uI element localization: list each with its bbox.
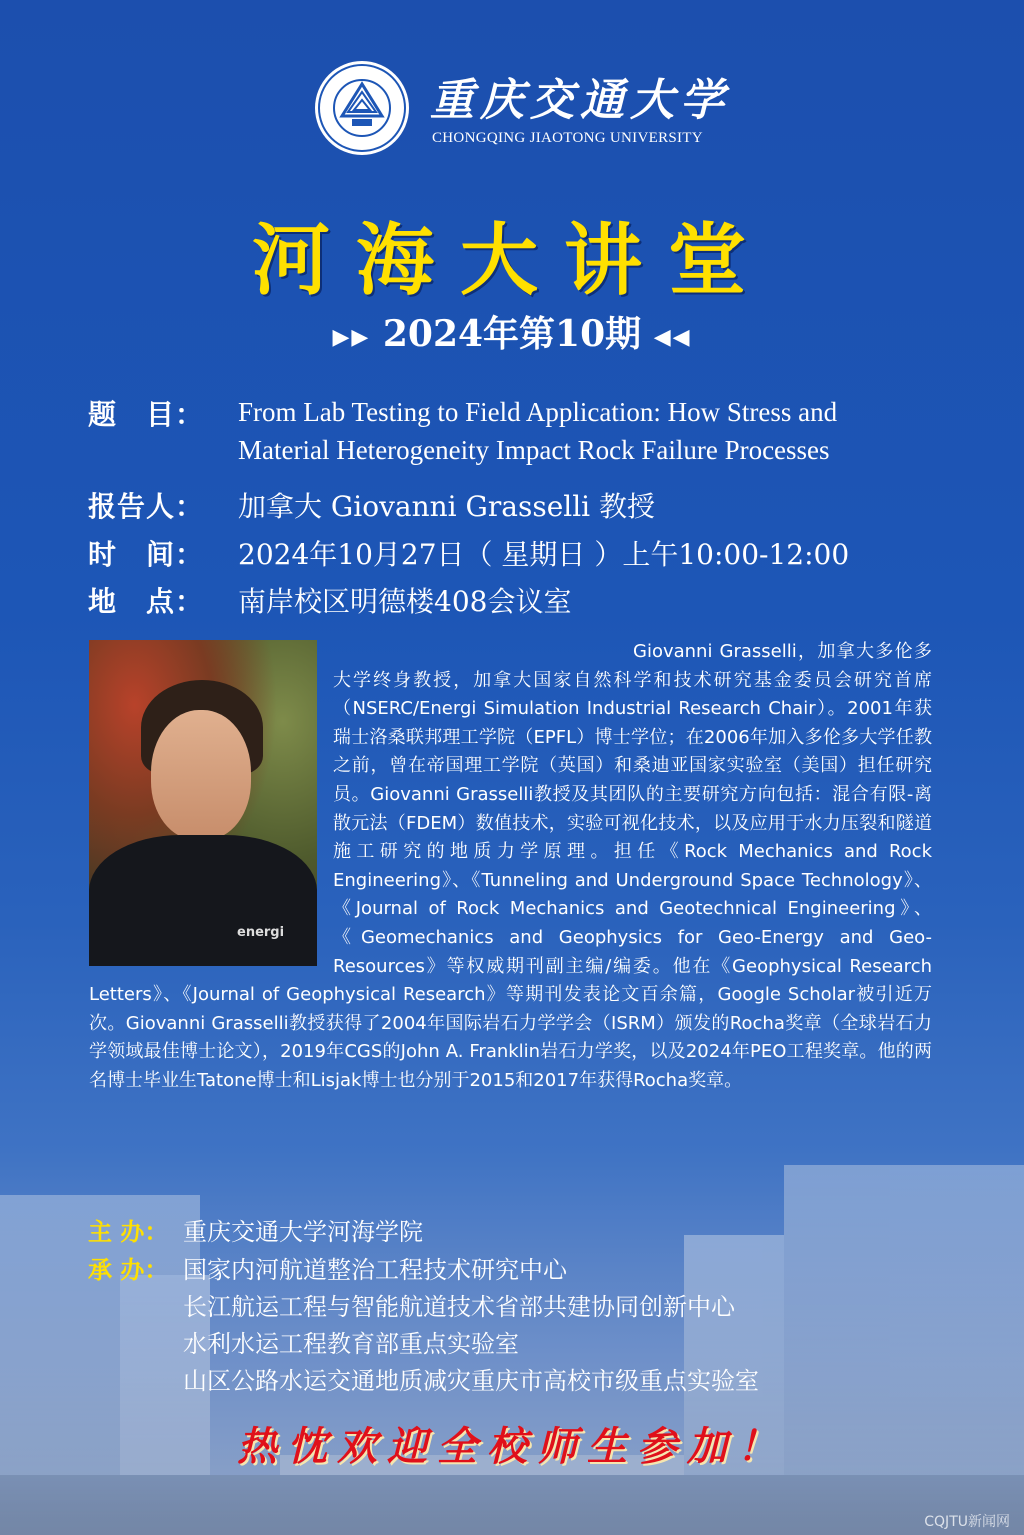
co-organizer-3: 水利水运工程教育部重点实验室 <box>183 1330 519 1358</box>
co-organizer-2: 长江航运工程与智能航道技术省部共建协同创新中心 <box>183 1293 735 1321</box>
bio-text: Giovanni Grasselli，加拿大多伦多大学终身教授，加拿大国家自然科学和技术研究基金委员会研究首席（NSERC/Energi Simulation Industrial Research Chair）。2001年获瑞士洛桑联邦理工学院（EPFL）博士学位；在2006年加入多伦多大学任教之前，曾在帝国理工学院（英国）和桑迪亚国家实验室（美国）担任研究员。Giovanni Grasselli教授及其团队的主要研究方向包括：混合有限-离散元法（FDEM）数值技术，实验可视化技术，以及应用于水力压裂和隧道施工研究的地质力学原理。担任《Rock Mechanics and Rock Engineering》、《Tunneling and Underground Space Technology》、《Journal of Rock Mechanics and Geotechnical Engineering》、《Geomechanics and Geophysics for Geo-Energy and Geo-Resources》等权威期刊副主编/编委。他在《Geophysical Research Letters》、《Journal of Geophysical Research》等期刊发表论文百余篇，Google Scholar被引近万次。Giovanni Grasselli教授获得了2004年国际岩石力学学会（ISRM）颁发的Rocha奖章（全球岩石力学领域最佳博士论文），2019年CGS的John A. Franklin岩石力学奖，以及2024年PEO工程奖章。他的两名博士毕业生Tatone博士和Lisjak博士也分别于2015和2017年获得Rocha奖章。 <box>89 641 932 1091</box>
speaker-label: 报告人： <box>88 490 205 523</box>
topic-line-2: Material Heterogeneity Impact Rock Failure Processes <box>238 435 830 465</box>
university-name-cn: 重庆交通大学 <box>430 75 730 126</box>
university-header <box>312 58 730 158</box>
issue-number: 2024年第10期 <box>382 313 642 355</box>
photo-face <box>151 710 251 840</box>
university-emblem-icon <box>312 58 412 158</box>
time-label: 时 间： <box>88 538 205 571</box>
photo-jacket <box>89 835 317 966</box>
host-row <box>88 1212 423 1247</box>
host-value: 重庆交通大学河海学院 <box>183 1218 423 1246</box>
co-organizer-row <box>88 1250 567 1285</box>
speaker-photo <box>89 640 317 966</box>
issue-line <box>0 306 1024 357</box>
watermark: CQJTU新闻网 <box>924 1514 1010 1530</box>
place-label: 地 点： <box>88 585 205 618</box>
co-organizer-4: 山区公路水运交通地质减灾重庆市高校市级重点实验室 <box>183 1367 759 1395</box>
left-arrows-icon: ◀◀ <box>653 324 692 350</box>
welcome-message: 热忱欢迎全校师生参加！ <box>237 1424 787 1470</box>
co-organizer-label: 承 办： <box>88 1256 169 1284</box>
speaker-value: 加拿大 Giovanni Grasselli 教授 <box>238 490 656 523</box>
topic-line-1: From Lab Testing to Field Application: How Stress and <box>238 397 838 427</box>
co-organizer-1: 国家内河航道整治工程技术研究中心 <box>183 1256 567 1284</box>
right-arrows-icon: ▶▶ <box>332 324 371 350</box>
topic-label: 题 目： <box>88 398 205 431</box>
campus-ground <box>0 1475 1024 1535</box>
lecture-series-title: 河海大讲堂 <box>251 216 772 306</box>
host-label: 主 办： <box>88 1218 169 1246</box>
time-value: 2024年10月27日（ 星期日 ）上午10:00-12:00 <box>238 538 850 571</box>
jacket-brand-logo: energi <box>237 925 285 940</box>
university-name-en: CHONGQING JIAOTONG UNIVERSITY <box>432 130 703 146</box>
place-value: 南岸校区明德楼408会议室 <box>238 585 572 618</box>
topic-value <box>238 393 837 469</box>
